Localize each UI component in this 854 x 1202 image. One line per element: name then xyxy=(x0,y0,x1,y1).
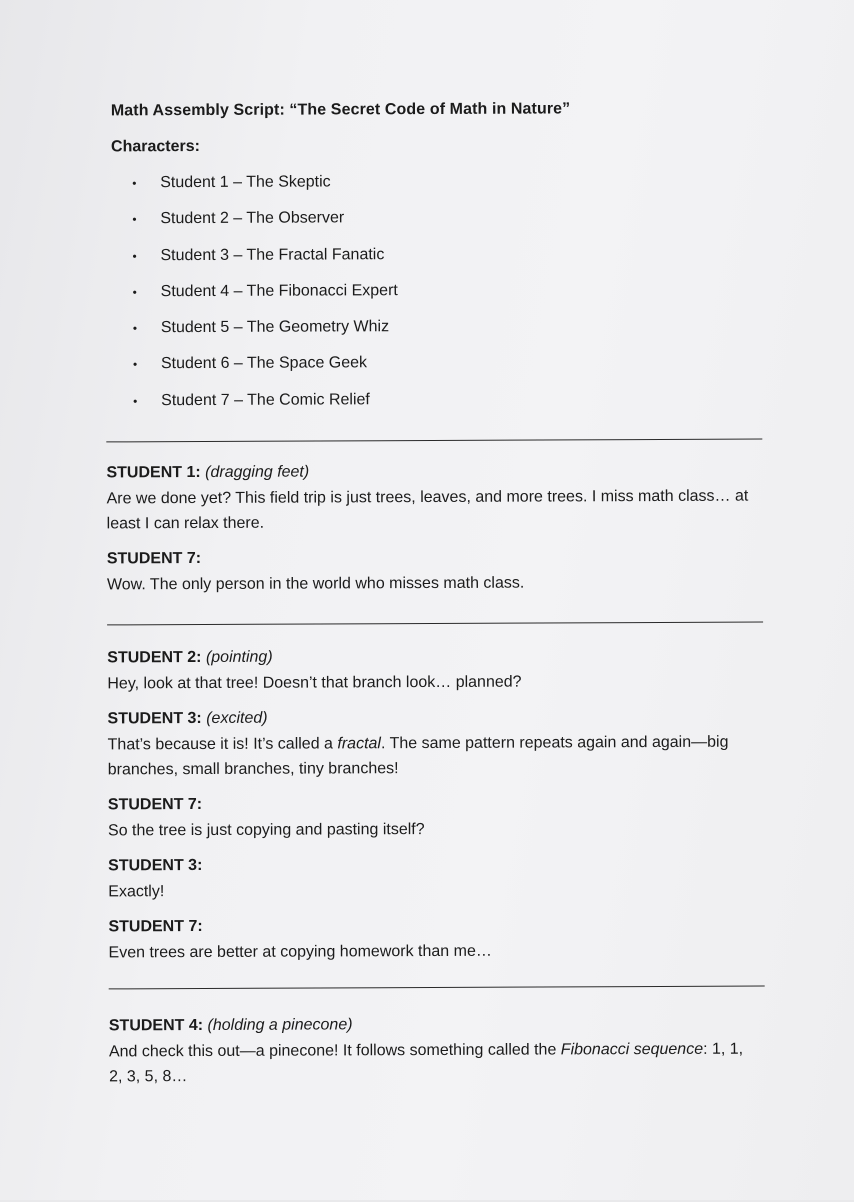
section-divider xyxy=(109,986,765,990)
speaker-name: STUDENT 3: xyxy=(107,709,202,728)
character-name: Student 1 – The Skeptic xyxy=(160,173,331,192)
dialogue-line: Even trees are better at copying homework than me… xyxy=(108,942,492,962)
dialogue-block xyxy=(107,546,757,598)
stage-direction: (dragging feet) xyxy=(205,463,310,481)
dialogue-block xyxy=(107,706,757,783)
dialogue-block xyxy=(109,1013,759,1090)
term-fractal: fractal xyxy=(337,735,381,753)
character-item xyxy=(132,244,397,281)
character-item xyxy=(133,280,398,317)
stage-direction: (excited) xyxy=(206,709,268,727)
character-item xyxy=(133,389,398,426)
speaker-name: STUDENT 3: xyxy=(108,856,203,875)
character-item xyxy=(133,316,398,353)
term-fibonacci-sequence: Fibonacci sequence xyxy=(560,1040,704,1059)
dialogue-block xyxy=(108,792,758,844)
bullet-icon: • xyxy=(133,394,138,409)
document-title: Math Assembly Script: “The Secret Code of Math in Nature” xyxy=(110,100,571,120)
character-name: Student 5 – The Geometry Whiz xyxy=(160,318,390,337)
section-divider xyxy=(106,439,762,443)
dialogue-block xyxy=(108,914,758,966)
dialogue-block xyxy=(108,853,758,905)
scene-3 xyxy=(109,1013,759,1102)
section-divider xyxy=(107,622,763,626)
bullet-icon: • xyxy=(132,285,137,300)
bullet-icon: • xyxy=(132,248,137,263)
bullet-icon: • xyxy=(132,357,138,372)
character-name: Student 4 – The Fibonacci Expert xyxy=(160,282,398,301)
character-name: Student 7 – The Comic Relief xyxy=(161,391,370,409)
stage-direction: (holding a pinecone) xyxy=(207,1016,353,1034)
speaker-name: STUDENT 7: xyxy=(107,795,203,814)
character-list xyxy=(132,171,398,426)
bullet-icon: • xyxy=(132,212,137,227)
speaker-name: STUDENT 1: xyxy=(106,463,201,482)
characters-heading: Characters: xyxy=(110,137,200,156)
character-name: Student 6 – The Space Geek xyxy=(160,354,368,373)
character-item xyxy=(133,353,398,390)
dialogue-line: And check this out—a pinecone! It follows something called the Fibonacci sequence: 1, 1, 2, 3, 5, 8… xyxy=(108,1040,744,1086)
stage-direction: (pointing) xyxy=(205,648,273,666)
dialogue-line: Exactly! xyxy=(108,883,165,901)
speaker-name: STUDENT 7: xyxy=(108,917,203,936)
dialogue-line: Hey, look at that tree! Doesn’t that branch look… planned? xyxy=(107,673,522,693)
dialogue-line: That’s because it is! It’s called a fractal. The same pattern repeats again and again—big branches, small branches, tiny branches! xyxy=(107,733,729,779)
character-item xyxy=(132,207,397,244)
dialogue-line: So the tree is just copying and pasting itself? xyxy=(107,821,425,840)
character-name: Student 3 – The Fractal Fanatic xyxy=(160,245,385,264)
speaker-name: STUDENT 2: xyxy=(107,648,202,667)
dialogue-line: Wow. The only person in the world who misses math class. xyxy=(106,574,525,594)
dialogue-line: Are we done yet? This field trip is just trees, leaves, and more trees. I miss math class… at least I can relax there. xyxy=(106,487,749,533)
scene-1 xyxy=(106,460,757,610)
scene-2 xyxy=(107,645,758,978)
bullet-icon: • xyxy=(132,176,137,191)
character-name: Student 2 – The Observer xyxy=(160,209,345,228)
speaker-name: STUDENT 4: xyxy=(108,1016,204,1035)
bullet-icon: • xyxy=(132,321,138,336)
character-item xyxy=(132,171,397,208)
dialogue-block xyxy=(106,460,756,537)
dialogue-block xyxy=(107,645,757,697)
speaker-name: STUDENT 7: xyxy=(106,549,202,568)
